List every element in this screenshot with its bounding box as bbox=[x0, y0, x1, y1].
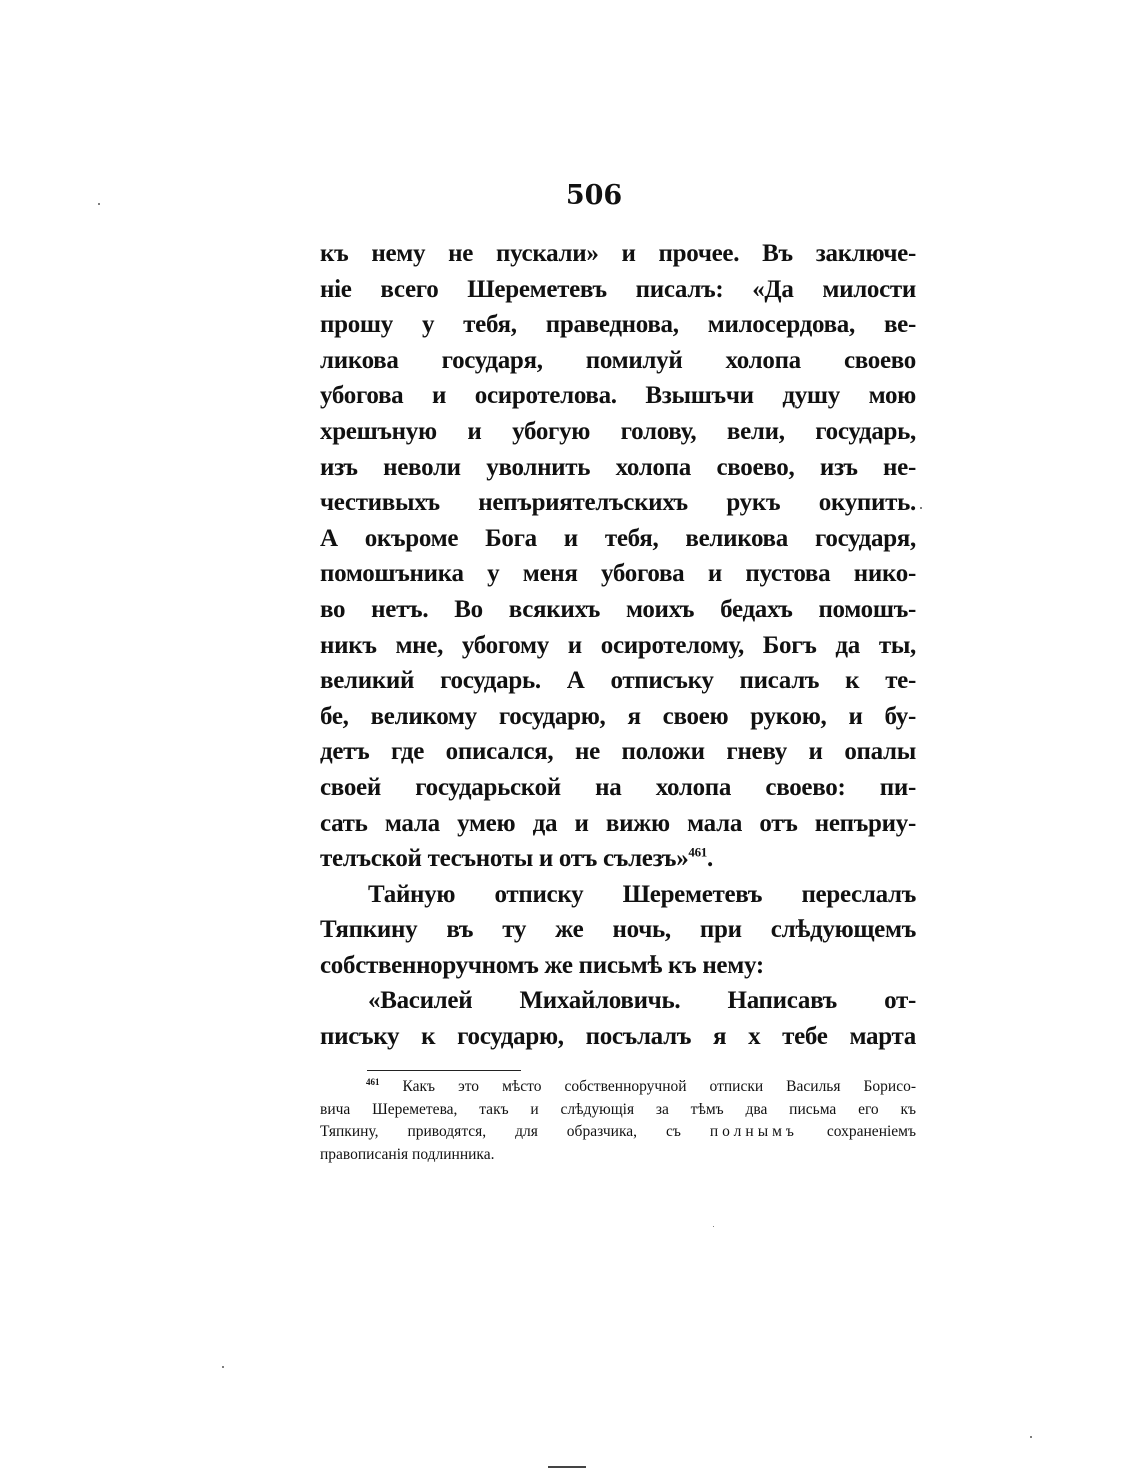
scan-speck bbox=[222, 1366, 224, 1368]
line-end-period: . bbox=[707, 845, 713, 873]
text-line: детъ где описался, не положи гневу и опалы bbox=[320, 738, 916, 766]
scan-edge-mark bbox=[548, 1466, 586, 1468]
text-line: изъ неволи уволнить холопа своево, изъ не- bbox=[320, 453, 916, 481]
footnote bbox=[320, 1076, 916, 1166]
scan-speck bbox=[920, 507, 922, 509]
text-line: прошу у тебя, праведнова, милосердова, ве- bbox=[320, 311, 916, 339]
text-line: никъ мне, убогому и осиротелому, Богъ да ты, bbox=[320, 631, 916, 659]
footnote-line bbox=[320, 1076, 916, 1099]
footnote-line: вича Шереметева, такъ и слѣдующія за тѣмъ два письма его къ bbox=[320, 1100, 916, 1118]
scan-speck bbox=[1030, 1436, 1032, 1438]
main-text bbox=[320, 236, 916, 1055]
text-line: сать мала умею да и вижю мала отъ непъриу- bbox=[320, 809, 916, 837]
footnote-reference[interactable]: 461 bbox=[688, 844, 708, 860]
text-line: помошъника у меня убогова и пустова нико- bbox=[320, 560, 916, 588]
footnote-divider bbox=[367, 1070, 521, 1071]
text-line: убогова и осиротелова. Взышъчи душу мою bbox=[320, 382, 916, 410]
text-line: честивыхъ непъриятелъскихъ рукъ окупить. bbox=[320, 489, 916, 517]
footnote-mark: 461 bbox=[366, 1076, 380, 1087]
text-line: Тайную отписку Шереметевъ переслалъ bbox=[368, 880, 916, 908]
text-line: Тяпкину въ ту же ночь, при слѣдующемъ bbox=[320, 916, 916, 944]
text-line: своей государьской на холопа своево: пи- bbox=[320, 773, 916, 801]
scan-speck bbox=[98, 203, 100, 205]
footnote-text: Какъ это мѣсто собственноручной отписки Василья Борисо- bbox=[402, 1078, 916, 1095]
text-line: ликова государя, помилуй холопа своево bbox=[320, 346, 916, 374]
footnote-line bbox=[320, 1121, 916, 1144]
text-line: къ нему не пускали» и прочее. Въ заключе- bbox=[320, 240, 916, 267]
page-number: 506 bbox=[565, 180, 623, 211]
text-line: собственноручномъ же письмѣ къ нему: bbox=[320, 951, 764, 979]
text-line: «Василей Михайловичь. Написавъ от- bbox=[368, 987, 916, 1015]
text-line: хрешъную и убогую голову, вели, государь, bbox=[320, 417, 916, 445]
text-line: А окъроме Бога и тебя, великова государя, bbox=[320, 524, 916, 552]
footnote-text: сохраненіемъ bbox=[826, 1123, 916, 1140]
text-line: во нетъ. Во всякихъ моихъ бедахъ помошъ- bbox=[320, 595, 916, 623]
text-line: писъку к государю, посълалъ я х тебе марта bbox=[320, 1023, 916, 1051]
footnote-line: правописанія подлинника. bbox=[320, 1145, 495, 1163]
footnote-emphasis: полнымъ bbox=[709, 1123, 798, 1140]
text-line: бе, великому государю, я своею рукою, и бу- bbox=[320, 702, 916, 730]
text-line-with-footnote bbox=[320, 841, 916, 877]
text-line: великий государь. А отписъку писалъ к те- bbox=[320, 667, 916, 695]
text-line-content: телъской тесъноты и отъ сълезъ» bbox=[320, 845, 689, 873]
footnote-text: Тяпкину, приводятся, для образчика, съ bbox=[320, 1123, 681, 1140]
scan-speck bbox=[713, 1226, 714, 1227]
text-line: ніе всего Шереметевъ писалъ: «Да милости bbox=[320, 275, 916, 303]
